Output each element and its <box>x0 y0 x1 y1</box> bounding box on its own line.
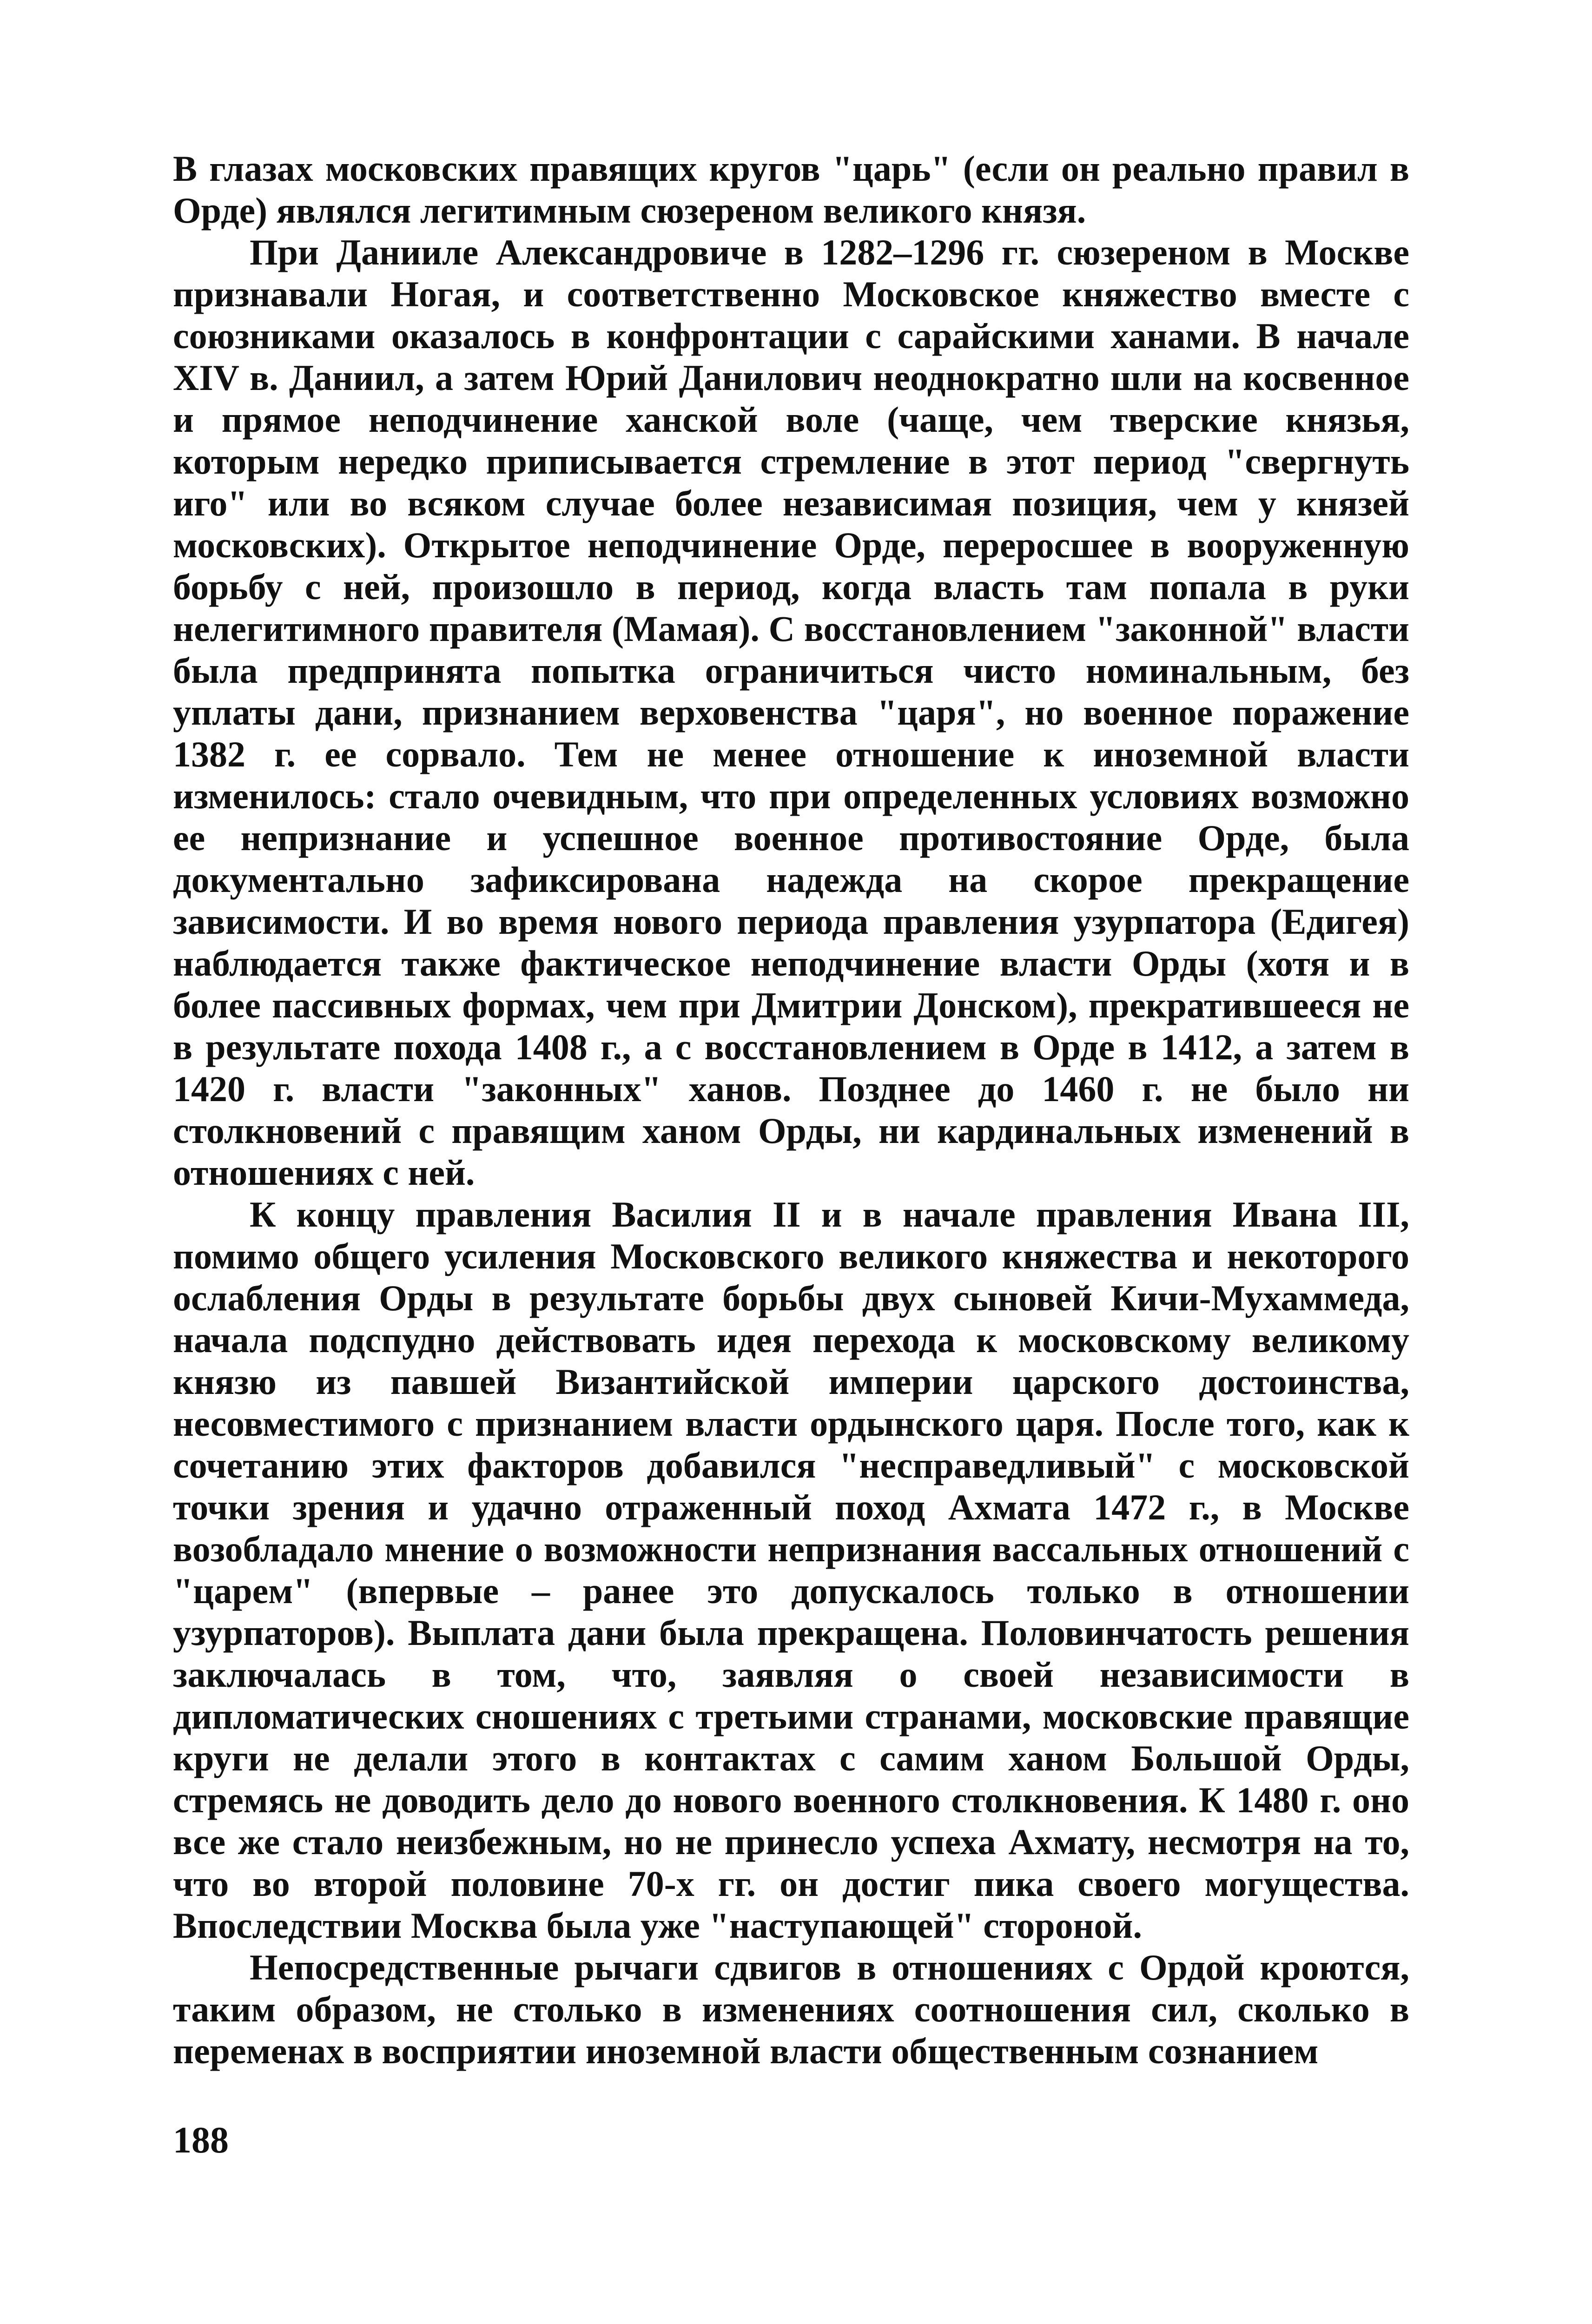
main-text <box>173 148 1409 2072</box>
page-number: 188 <box>173 2120 229 2161</box>
paragraph-3: К концу правления Василия II и в начале правления Ивана III, помимо общего усиления Московского великого княжества и некоторого ослабления Орды в результате борьбы двух сыновей Кичи-Мухаммеда, начала подспудно действовать идея перехода к московскому великому князю из павшей Византийской империи царского достоинства, несовместимого с признанием власти ордынского царя. После того, как к сочетанию этих факторов добавился "несправедливый" с московской точки зрения и удачно отраженный поход Ахмата 1472 г., в Москве возобладало мнение о возможности непризнания вассальных отношений с "царем" (впервые – ранее это допускалось только в отношении узурпаторов). Выплата дани была прекращена. Половинчатость решения заключалась в том, что, заявляя о своей независимости в дипломатических сношениях с третьими странами, московские правящие круги не делали этого в контактах с самим ханом Большой Орды, стремясь не доводить дело до нового военного столкновения. К 1480 г. оно все же стало неизбежным, но не принесло успеха Ахмату, несмотря на то, что во второй половине 70-х гг. он достиг пика своего могущества. Впоследствии Москва была уже "наступающей" стороной. <box>173 1194 1409 1946</box>
paragraph-4: Непосредственные рычаги сдвигов в отношениях с Ордой кроются, таким образом, не столько в изменениях соотношения сил, сколько в переменах в восприятии иноземной власти общественным сознанием <box>173 1947 1409 2071</box>
paragraph-1: В глазах московских правящих кругов "царь" (если он реально правил в Орде) являлся легитимным сюзереном великого князя. <box>173 148 1409 231</box>
paragraph-2: При Данииле Александровиче в 1282–1296 гг. сюзереном в Москве признавали Ногая, и соответственно Московское княжество вместе с союзниками оказалось в конфронтации с сарайскими ханами. В начале XIV в. Даниил, а затем Юрий Данилович неоднократно шли на косвенное и прямое неподчинение ханской воле (чаще, чем тверские князья, которым нередко приписывается стремление в этот период "свергнуть иго" или во всяком случае более независимая позиция, чем у князей московских). Открытое неподчинение Орде, переросшее в вооруженную борьбу с ней, произошло в период, когда власть там попала в руки нелегитимного правителя (Мамая). С восстановлением "законной" власти была предпринята попытка ограничиться чисто номинальным, без уплаты дани, признанием верховенства "царя", но военное поражение 1382 г. ее сорвало. Тем не менее отношение к иноземной власти изменилось: стало очевидным, что при определенных условиях возможно ее непризнание и успешное военное противостояние Орде, была документально зафиксирована надежда на скорое прекращение зависимости. И во время нового периода правления узурпатора (Едигея) наблюдается также фактическое неподчинение власти Орды (хотя и в более пассивных формах, чем при Дмитрии Донском), прекратившееся не в результате похода 1408 г., а с восстановлением в Орде в 1412, а затем в 1420 г. власти "законных" ханов. Позднее до 1460 г. не было ни столкновений с правящим ханом Орды, ни кардинальных изменений в отношениях с ней. <box>173 232 1409 1193</box>
